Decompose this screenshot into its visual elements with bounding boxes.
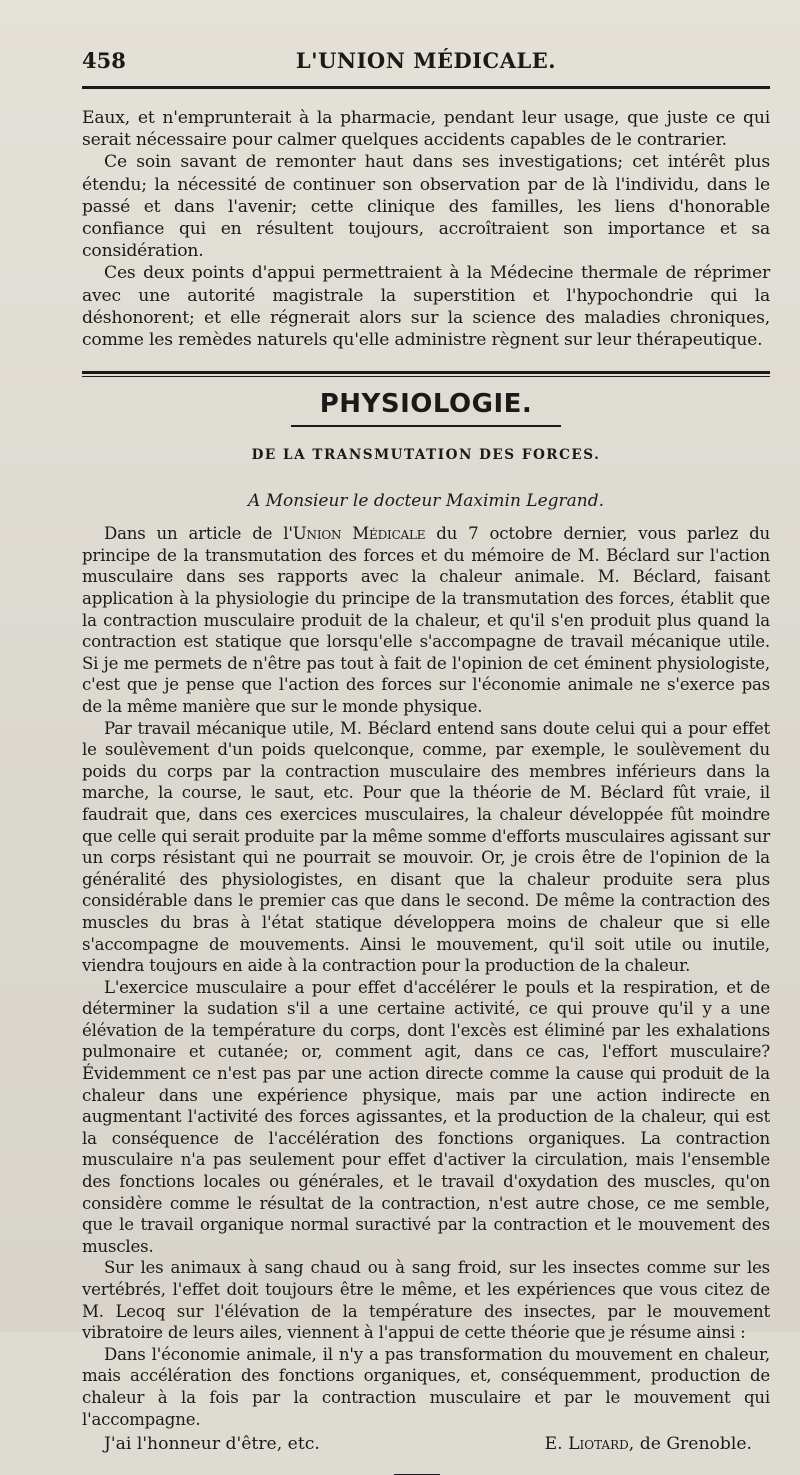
title-underline [291, 425, 561, 427]
intro-paragraph: Ce soin savant de remonter haut dans ses investigations; cet intérêt plus étendu; la nécessité de continuer son observation par de là l'individu, dans le passé et dans l'avenir; cette clinique des familles, les liens d'honorable confiance qui en résultent toujours, accroîtraient son importance et sa considération. [82, 152, 770, 262]
signature-row [82, 1434, 770, 1458]
signature [545, 1434, 752, 1454]
addressee: A Monsieur le docteur Maximin Legrand. [247, 491, 605, 512]
article-paragraph [82, 523, 770, 717]
closing-line: J'ai l'honneur d'être, etc. [104, 1434, 320, 1455]
journal-name: Union Médicale [292, 524, 426, 544]
paragraph-text: du 7 octobre dernier, vous parlez du principe de la transmutation des forces et du mémoire de M. Béclard sur l'action musculaire dans ses rapports avec la chaleur animale. M. Béclard, faisant application à la physiologie du principe de la transmutation des forces, établit que la contraction musculaire produit de la chaleur, et qu'il s'en produit plus quand la contraction est statique que lorsqu'elle s'accompagne de travail mécanique utile. Si je me permets de n'être pas tout à fait de l'opinion de cet éminent physiologiste, c'est que je pense que l'action des forces sur l'économie animale ne s'exerce pas de la même manière que sur le monde physique. [82, 524, 770, 716]
article-paragraph: L'exercice musculaire a pour effet d'accélérer le pouls et la respiration, et de déterminer la sudation s'il a une certaine activité, ce qui prouve qu'il y a une élévation de la température du corps, dont l'excès est éliminé par les exhalations pulmonaire et cutanée; or, comment agit, dans ce cas, l'effort musculaire? Évidemment ce n'est pas par une action directe comme la cause qui produit de la chaleur dans une expérience physique, mais par une action indirecte en augmentant l'activité des forces agissantes, et la production de la chaleur, qui est la conséquence de l'accélération des fonctions organiques. La contraction musculaire n'a pas seulement pour effet d'activer la circulation, mais l'ensemble des fonctions locales ou générales, et le travail d'oxydation des muscles, qu'on considère comme le résultat de la contraction, n'est autre chose, ce me semble, que le travail organique normal suractivé par la contraction et le mouvement des muscles. [82, 977, 770, 1256]
article-paragraph: Sur les animaux à sang chaud ou à sang froid, sur les insectes comme sur les vertébrés, l'effet doit toujours être le même, et les expériences que vous citez de M. Lecoq sur l'élévation de la température des insectes, par le mouvement vibratoire de leurs ailes, viennent à l'appui de cette théorie que je résume ainsi : [82, 1258, 770, 1343]
header-rule [82, 86, 770, 89]
paragraph-text: Dans un article de l' [104, 524, 293, 544]
article-body [82, 523, 770, 1430]
signature-initial: E. [544, 1434, 563, 1455]
page-number: 458 [82, 48, 126, 73]
article-paragraph: Par travail mécanique utile, M. Béclard entend sans doute celui qui a pour effet le soulèvement d'un poids quelconque, comme, par exemple, le soulèvement du poids du corps par la contraction musculaire des membres inférieurs dans la marche, la course, le saut, etc. Pour que la théorie de M. Béclard fût vraie, il faudrait que, dans ces exercices musculaires, la chaleur développée fût moindre que celle qui serait produite par la même somme d'efforts musculaires agissant sur un corps résistant qui ne pourrait se mouvoir. Or, je crois être de l'opinion de la généralité des physiologistes, en disant que la chaleur produite sera plus considérable dans le premier cas que dans le second. De même la contraction des muscles du bras à l'état statique développera moins de chaleur que si elle s'accompagne de mouvements. Ainsi le mouvement, qu'il soit utile ou inutile, viendra toujours en aide à la contraction pour la production de la chaleur. [82, 718, 770, 976]
intro-paragraph: Eaux, et n'emprunterait à la pharmacie, pendant leur usage, que juste ce qui serait nécessaire pour calmer quelques accidents capables de le contrarier. [82, 108, 770, 151]
running-title: L'UNION MÉDICALE. [295, 48, 557, 73]
article-paragraph: Dans l'économie animale, il n'y a pas transformation du mouvement en chaleur, mais accélération des fonctions organiques, et, conséquemment, production de chaleur à la fois par la contraction musculaire et par le mouvement qui l'accompagne. [82, 1344, 770, 1429]
section-separator [82, 371, 770, 377]
intro-paragraph: Ces deux points d'appui permettraient à la Médecine thermale de réprimer avec une autorité magistrale la superstition et l'hypochondrie qui la déshonorent; et elle régnerait alors sur la science des maladies chroniques, comme les remèdes naturels qu'elle administre règnent sur leur thérapeutique. [82, 263, 770, 351]
section-title: PHYSIOLOGIE. [319, 389, 533, 420]
signature-name: Liotard [568, 1434, 629, 1455]
intro-text [82, 107, 770, 351]
signature-place: , de Grenoble. [628, 1434, 752, 1455]
page-header [82, 40, 770, 82]
article-title: DE LA TRANSMUTATION DES FORCES. [251, 447, 601, 464]
